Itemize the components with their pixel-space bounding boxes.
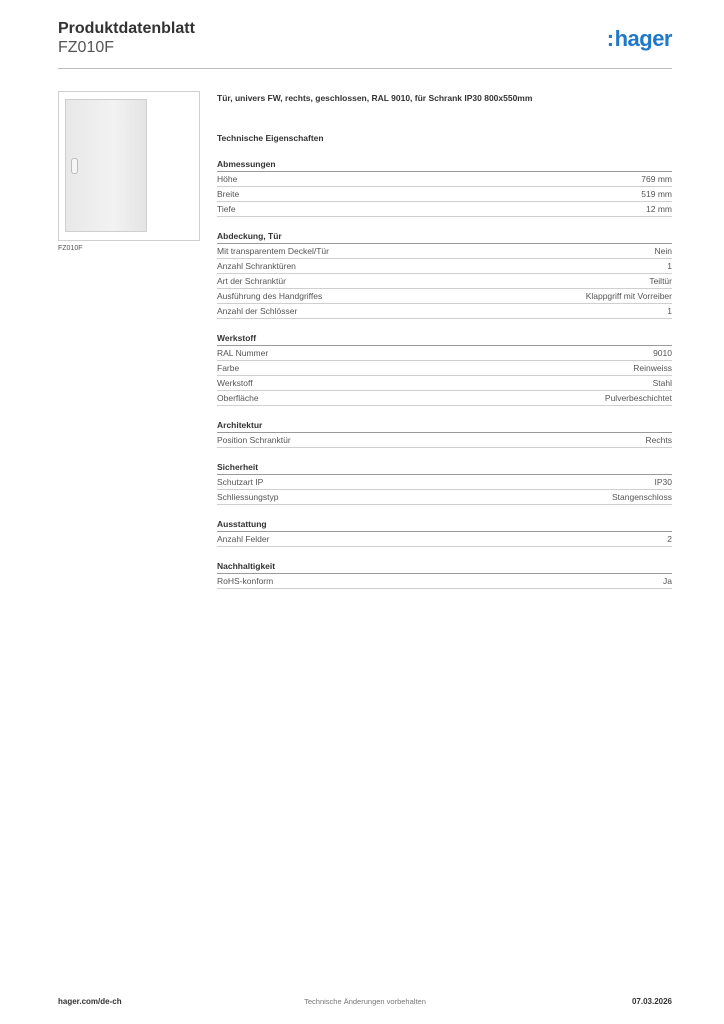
property-value: 2 [667,534,672,544]
property-value: Teiltür [649,276,672,286]
page-header [58,20,672,70]
property-value: Stangenschloss [611,492,672,502]
footer-notice: Technische Änderungen vorbehalten [304,997,426,1006]
property-section [217,418,672,448]
property-value: 1 [667,306,672,316]
property-row [217,187,672,202]
property-value: 9010 [653,348,672,358]
property-label: Farbe [217,363,240,373]
property-row [217,346,672,361]
property-label: Breite [217,189,240,199]
header-divider [58,68,672,69]
property-row [217,361,672,376]
section-title: Ausstattung [217,517,672,532]
property-section [217,559,672,589]
property-row [217,376,672,391]
property-label: Anzahl der Schlösser [217,306,298,316]
document-title: Produktdatenblatt [58,20,195,37]
property-label: RAL Nummer [217,348,269,358]
product-details [217,91,672,589]
property-value: Pulverbeschichtet [604,393,672,403]
page-footer [58,997,672,1011]
property-value: Reinweiss [633,363,672,373]
property-row [217,274,672,289]
property-label: Ausführung des Handgriffes [217,291,323,301]
section-title: Architektur [217,418,672,433]
property-label: Tiefe [217,204,236,214]
property-value: 769 mm [641,174,672,184]
property-value: 12 mm [646,204,672,214]
property-label: Höhe [217,174,238,184]
image-caption: FZ010F [58,245,83,252]
property-section [217,460,672,505]
property-label: Mit transparentem Deckel/Tür [217,246,329,256]
product-title: Tür, univers FW, rechts, geschlossen, RAL 9010, für Schrank IP30 800x550mm [217,93,533,103]
property-section [217,517,672,547]
brand-logo-text: hager [614,26,672,51]
property-row [217,475,672,490]
property-label: Oberfläche [217,393,259,403]
property-label: Schutzart IP [217,477,264,487]
section-title: Abmessungen [217,157,672,172]
property-section [217,157,672,217]
property-section [217,331,672,406]
property-row [217,244,672,259]
door-handle [71,158,78,174]
section-title: Sicherheit [217,460,672,475]
section-title: Nachhaltigkeit [217,559,672,574]
property-row [217,259,672,274]
property-value: IP30 [654,477,672,487]
property-row [217,433,672,448]
property-value: Nein [654,246,672,256]
property-row [217,304,672,319]
property-value: 519 mm [641,189,672,199]
property-label: Position Schranktür [217,435,291,445]
property-row [217,202,672,217]
door-illustration [65,99,147,232]
product-code: FZ010F [58,39,115,56]
property-label: Art der Schranktür [217,276,286,286]
property-label: Werkstoff [217,378,253,388]
property-value: 1 [667,261,672,271]
property-row [217,172,672,187]
section-title: Abdeckung, Tür [217,229,672,244]
property-value: Stahl [652,378,672,388]
property-row [217,289,672,304]
property-sections [217,157,672,589]
property-row [217,574,672,589]
brand-logo: :hager [606,26,672,51]
property-label: Anzahl Schranktüren [217,261,296,271]
product-image [58,91,200,241]
property-label: RoHS-konform [217,576,274,586]
property-value: Klappgriff mit Vorreiber [585,291,672,301]
property-value: Ja [663,576,672,586]
property-section [217,229,672,319]
property-label: Schliessungstyp [217,492,279,502]
footer-website: hager.com/de-ch [58,997,122,1006]
footer-date: 07.03.2026 [631,997,672,1006]
property-label: Anzahl Felder [217,534,270,544]
property-row [217,532,672,547]
property-row [217,490,672,505]
section-title: Werkstoff [217,331,672,346]
property-value: Rechts [645,435,672,445]
property-row [217,391,672,406]
technical-properties-heading: Technische Eigenschaften [217,133,324,143]
